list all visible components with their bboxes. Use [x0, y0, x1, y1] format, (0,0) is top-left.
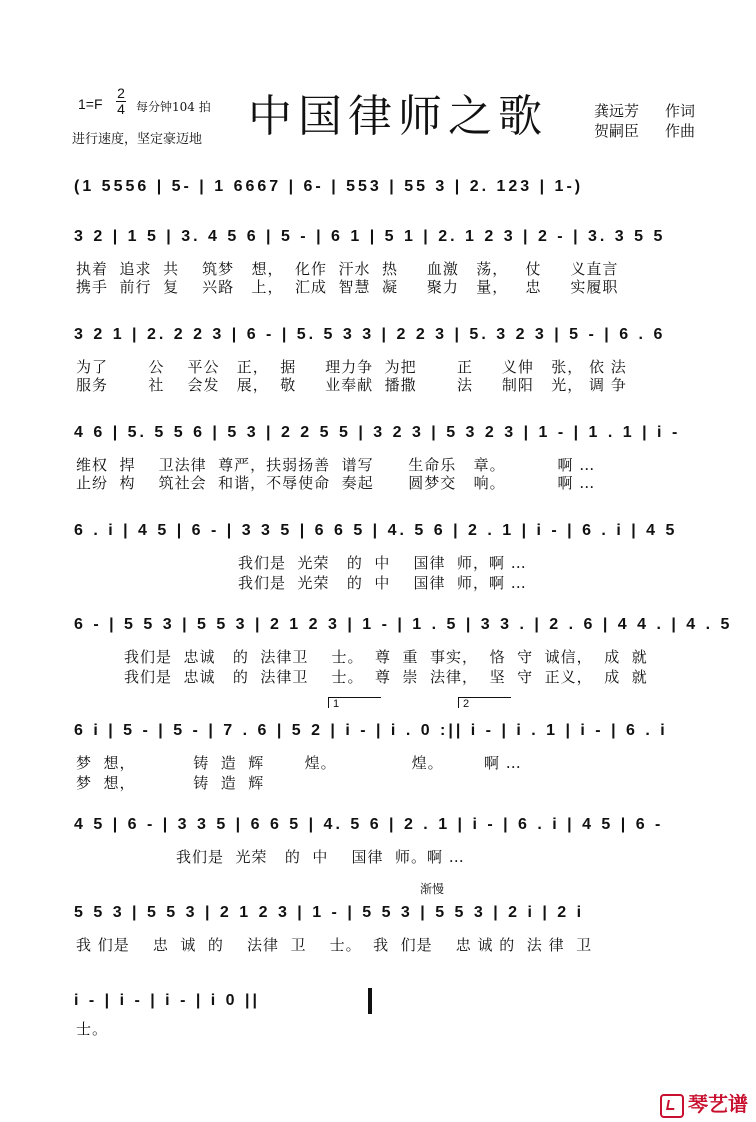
system-3-lyrics-verse-1: 为了 公 平公 正， 据 理力争 为把 正 义伸 张， 依 法 [76, 358, 627, 376]
composer-credit [594, 120, 695, 141]
system-1-notes: (1 5556 | 5- | 1 6667 | 6- | 553 | 55 3 | 2. 123 | 1-) [74, 178, 584, 195]
system-10-lyrics-verse-1: 士。 [76, 1020, 109, 1038]
composer-role: 作曲 [665, 122, 696, 140]
system-7-lyrics-verse-2: 梦 想， 铸 造 辉 [76, 774, 265, 792]
system-4-notes: 4 6 | 5. 5 5 6 | 5 3 | 2 2 5 5 | 3 2 3 | 5 3 2 3 | 1 - | 1 . 1 | i - [74, 424, 681, 441]
system-6-lyrics-verse-1: 我们是 忠诚 的 法律卫 士。 尊 重 事实， 恪 守 诚信， 成 就 [124, 648, 648, 666]
score-system-2 [74, 228, 706, 246]
composer-name: 贺嗣臣 [594, 122, 640, 140]
ritardando-marking: 渐慢 [420, 882, 445, 896]
score-system-6 [74, 616, 733, 634]
system-2-lyrics-verse-2: 携手 前行 复 兴路 上， 汇成 智慧 凝 聚力 量， 忠 实履职 [76, 278, 619, 296]
lyricist-name: 龚远芳 [594, 102, 640, 120]
tempo-marking: 每分钟104 拍 [136, 100, 211, 114]
lyricist-credit [594, 100, 695, 121]
time-signature [116, 86, 126, 117]
brand-name: 琴艺谱 [688, 1094, 748, 1116]
system-8-lyrics-verse-1: 我们是 光荣 的 中 国律 师。啊 … [176, 848, 465, 866]
score-system-1 [74, 178, 706, 196]
system-8-notes: 4 5 | 6 - | 3 3 5 | 6 6 5 | 4. 5 6 | 2 . 1 | i - | 6 . i | 4 5 | 6 - [74, 816, 664, 833]
system-2-lyrics-verse-1: 执着 追求 共 筑梦 想， 化作 汗水 热 血激 荡， 仗 义直言 [76, 260, 619, 278]
score-system-5 [74, 522, 706, 540]
time-denominator: 4 [117, 101, 125, 117]
time-numerator: 2 [117, 85, 125, 101]
system-9-notes: 5 5 3 | 5 5 3 | 2 1 2 3 | 1 - | 5 5 3 | 5 5 3 | 2 i | 2 i [74, 904, 585, 921]
score-system-9 [74, 904, 706, 922]
system-5-notes: 6 . i | 4 5 | 6 - | 3 3 5 | 6 6 5 | 4. 5 6 | 2 . 1 | i - | 6 . i | 4 5 [74, 522, 678, 539]
system-10-notes: i - | i - | i - | i 0 || [74, 992, 260, 1009]
song-title: 中国律师之歌 [248, 91, 548, 142]
lyricist-role: 作词 [665, 102, 696, 120]
brand-mark-icon [660, 1094, 684, 1118]
system-3-lyrics-verse-2: 服务 社 会发 展， 敬 业奉献 播撒 法 制阳 光， 调 争 [76, 376, 627, 394]
system-7-notes: 6 i | 5 - | 5 - | 7 . 6 | 5 2 | i - | i . 0 :|| i - | i . 1 | i - | 6 . i [74, 722, 668, 739]
system-5-lyrics-verse-2: 我们是 光荣 的 中 国律 师，啊 … [238, 574, 527, 592]
volta-first-ending: 1 [328, 697, 381, 708]
volta-second-ending: 2 [458, 697, 511, 708]
score-system-4 [74, 424, 706, 442]
system-4-lyrics-verse-1: 维权 捍 卫法律 尊严，扶弱扬善 谱写 生命乐 章。 啊 … [76, 456, 596, 474]
score-system-3 [74, 326, 706, 344]
system-3-notes: 3 2 1 | 2. 2 2 3 | 6 - | 5. 5 3 3 | 2 2 3 | 5. 3 2 3 | 5 - | 6 . 6 [74, 326, 666, 343]
system-6-lyrics-verse-2: 我们是 忠诚 的 法律卫 士。 尊 崇 法律， 坚 守 正义， 成 就 [124, 668, 648, 686]
system-7-lyrics-verse-1: 梦 想， 铸 造 辉 煌。 煌。 啊 … [76, 754, 522, 772]
system-9-lyrics-verse-1: 我 们是 忠 诚 的 法律 卫 士。 我 们是 忠 诚 的 法 律 卫 [76, 936, 593, 954]
system-2-notes: 3 2 | 1 5 | 3. 4 5 6 | 5 - | 6 1 | 5 1 | 2. 1 2 3 | 2 - | 3. 3 5 5 [74, 228, 666, 245]
score-system-10 [74, 992, 396, 1010]
score-system-8 [74, 816, 706, 834]
system-4-lyrics-verse-2: 止纷 构 筑社会 和谐，不辱使命 奏起 圆梦交 响。 啊 … [76, 474, 596, 492]
expression-marking: 进行速度，坚定豪迈地 [72, 132, 203, 147]
system-6-notes: 6 - | 5 5 3 | 5 5 3 | 2 1 2 3 | 1 - | 1 . 5 | 3 3 . | 2 . 6 | 4 4 . | 4 . 5 [74, 616, 733, 633]
brand-logo [660, 1088, 748, 1118]
final-barline [368, 988, 372, 1014]
score-system-7 [74, 722, 706, 740]
system-5-lyrics-verse-1: 我们是 光荣 的 中 国律 师，啊 … [238, 554, 527, 572]
key-signature: 1=F [78, 96, 103, 112]
